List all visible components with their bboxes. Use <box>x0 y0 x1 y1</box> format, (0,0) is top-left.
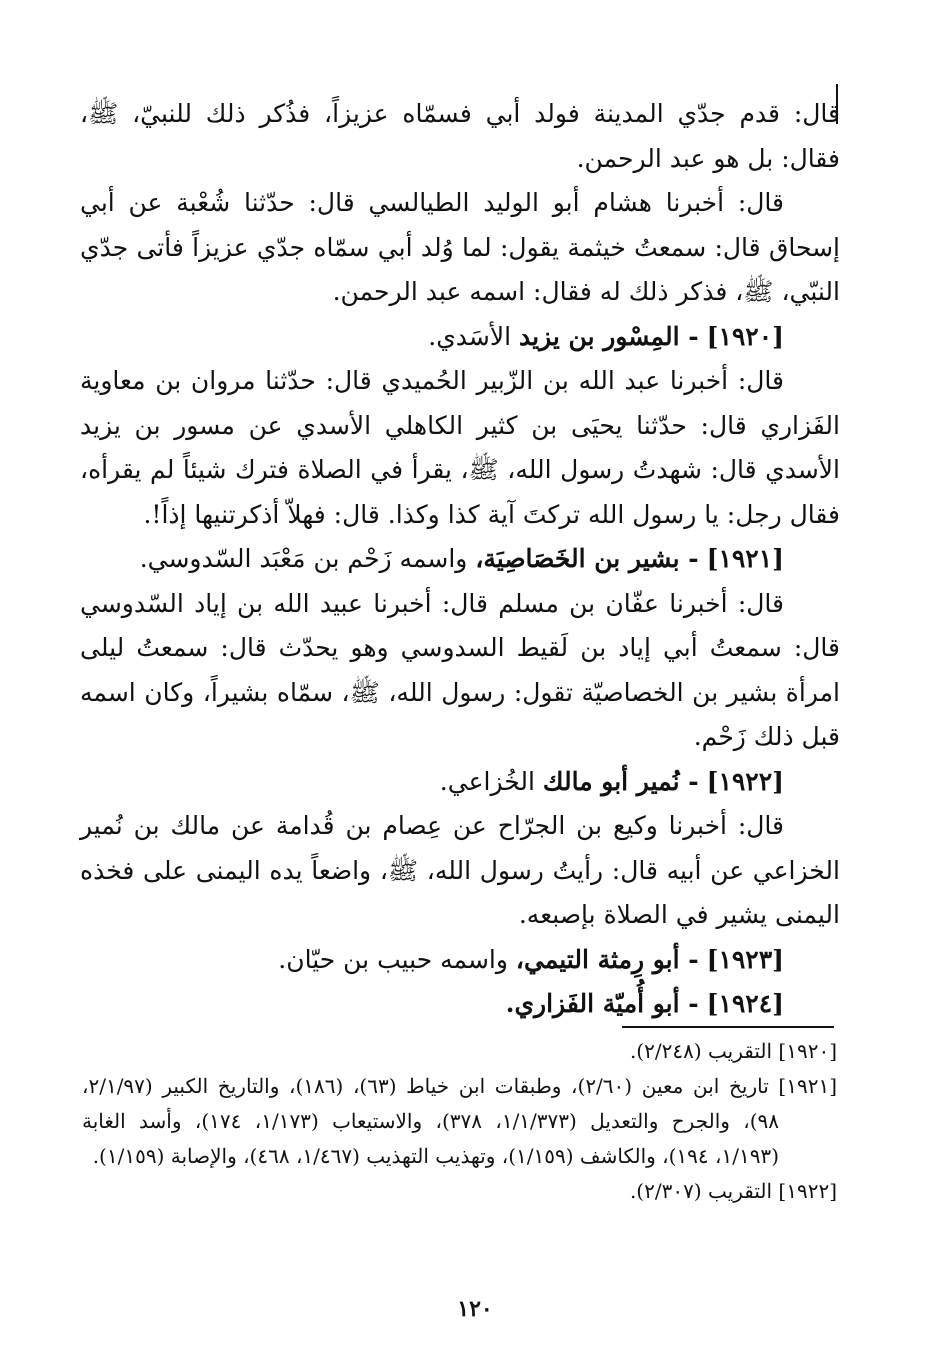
entry-number: [١٩٢٠] <box>706 321 784 351</box>
entry-name: - بشير بن الخَصَاصِيَة، <box>475 544 699 573</box>
entry-number: [١٩٢١] <box>706 544 784 573</box>
paragraph: قال: أخبرنا وكيع بن الجرّاح عن عِصام بن قُدامة عن مالك بن نُمير الخزاعي عن أبيه قال: رأيتُ رسول الله، ﷺ، واضعاً يده اليمنى على فخذه اليمنى يشير في الصلاة بإصبعه. <box>80 811 840 929</box>
footnotes <box>82 1034 837 1209</box>
main-text <box>80 92 840 1027</box>
entry-heading-1921 <box>80 537 840 582</box>
entry-heading-1922 <box>80 760 840 805</box>
footnote-1922: [١٩٢٢] التقريب (٢/٣٠٧). <box>629 1179 837 1203</box>
entry-heading-1920 <box>80 315 840 360</box>
entry-rest: واسمه زَحْم بن مَعْبَد السّدوسي. <box>139 544 476 573</box>
footnote-1920: [١٩٢٠] التقريب (٢/٢٤٨). <box>629 1039 837 1063</box>
entry-name: - نُمير أبو مالك <box>542 766 699 796</box>
entry-heading-1924 <box>80 982 840 1027</box>
entry-heading-1923 <box>80 938 840 983</box>
entry-number: [١٩٢٣] <box>706 944 784 974</box>
entry-number: [١٩٢٢] <box>706 766 784 796</box>
footnote-1921: [١٩٢١] تاريخ ابن معين (٢/٦٠)، وطبقات ابن خياط (٦٣)، (١٨٦)، والتاريخ الكبير (٢/١/٩٧، ٩٨)، والجرح والتعديل (١/١/٣٧٣، ٣٧٨)، والاستيعاب (١/١٧٣، ١٧٤)، وأسد الغابة (١/١٩٣، ١٩٤)، والكاشف (١/١٥٩)، وتهذيب التهذيب (١/٤٦٧، ٤٦٨)، والإصابة (١/١٥٩). <box>82 1074 837 1168</box>
footnote-divider <box>622 1026 834 1028</box>
paragraph: قال: أخبرنا عبد الله بن الزّبير الحُميدي قال: حدّثنا مروان بن معاوية الفَزاري قال: حدّثنا يحيَى بن كثير الكاهلي الأسدي عن مسور بن يزيد الأسدي قال: شهدتُ رسول الله، ﷺ، يقرأ في الصلاة فترك شيئاً لم يقرأه، فقال رجل: يا رسول الله تركتَ آية كذا وكذا. قال: فهلاّ أذكرتنيها إذاً!. <box>80 366 840 529</box>
entry-name: - أبو أُميّة الفَزاري. <box>505 989 699 1018</box>
entry-name: - أبو رِمثة التيمي، <box>515 944 699 974</box>
entry-name: - المِسْور بن يزيد <box>519 321 699 351</box>
entry-rest: واسمه حبيب بن حيّان. <box>278 944 516 974</box>
paragraph-continuation: قال: قدم جدّي المدينة فولد أبي فسمّاه عزيزاً، فذُكر ذلك للنبيّ، ﷺ، فقال: بل هو عبد الرحمن. <box>80 99 840 173</box>
entry-rest: الأسَدي. <box>428 321 520 351</box>
entry-rest: الخُزاعي. <box>439 766 543 796</box>
page-number: ١٢٠ <box>457 1296 493 1322</box>
paragraph: قال: أخبرنا هشام أبو الوليد الطيالسي قال: حدّثنا شُعْبة عن أبي إسحاق قال: سمعتُ خيثمة يقول: لما وُلد أبي سمّاه جدّي عزيزاً فأتى جدّي النبّي، ﷺ، فذكر ذلك له فقال: اسمه عبد الرحمن. <box>80 188 840 306</box>
paragraph: قال: أخبرنا عفّان بن مسلم قال: أخبرنا عبيد الله بن إياد السّدوسي قال: سمعتُ أبي إياد بن لَقيط السدوسي وهو يحدّث قال: سمعتُ ليلى امرأة بشير بن الخصاصيّة تقول: رسول الله، ﷺ، سمّاه بشيراً، وكان اسمه قبل ذلك زَحْم. <box>80 588 840 751</box>
entry-number: [١٩٢٤] <box>706 989 784 1018</box>
